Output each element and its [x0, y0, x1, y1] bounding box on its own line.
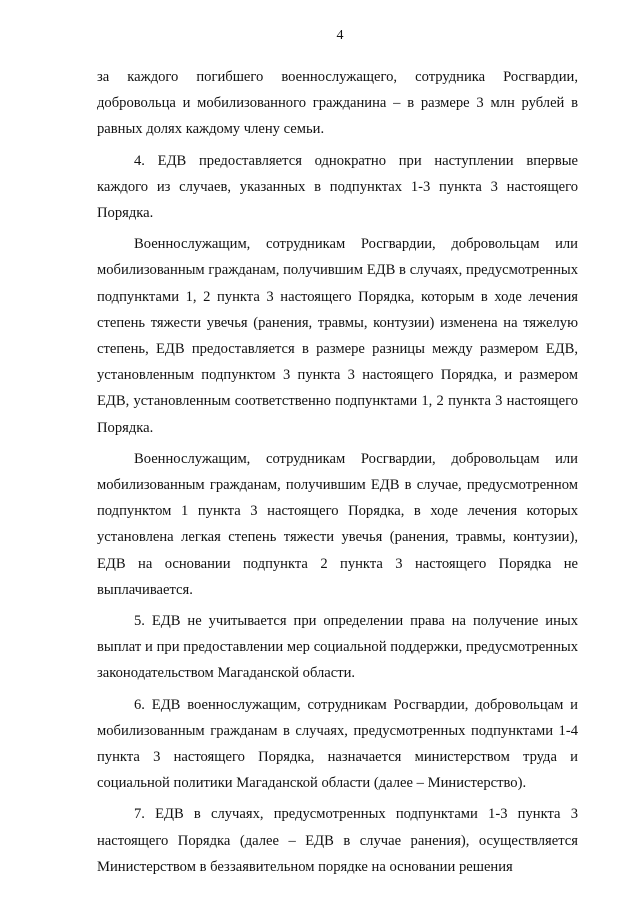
document-body	[97, 64, 578, 885]
paragraph-item-7: 7. ЕДВ в случаях, предусмотренных подпунктами 1-3 пункта 3 настоящего Порядка (далее – ЕДВ в случае ранения), осуществляется Министерством в беззаявительном порядке на основании решения	[97, 806, 578, 875]
paragraph-item-4-light-degree: Военнослужащим, сотрудникам Росгвардии, добровольцам или мобилизованным гражданам, получившим ЕДВ в случае, предусмотренном подпунктом 1 пункта 3 настоящего Порядка, в ходе лечения которых установлена легкая степень тяжести увечья (ранения, травмы, контузии), ЕДВ на основании подпункта 2 пункта 3 настоящего Порядка не выплачивается.	[97, 450, 578, 598]
paragraph-continuation: за каждого погибшего военнослужащего, сотрудника Росгвардии, добровольца и мобилизованного гражданина – в размере 3 млн рублей в равных долях каждому члену семьи.	[97, 69, 578, 138]
paragraph-item-4: 4. ЕДВ предоставляется однократно при наступлении впервые каждого из случаев, указанных в подпунктах 1-3 пункта 3 настоящего Порядка.	[97, 152, 578, 222]
paragraph-item-5: 5. ЕДВ не учитывается при определении права на получение иных выплат и при предоставлении мер социальной поддержки, предусмотренных законодательством Магаданской области.	[97, 613, 578, 682]
paragraph-item-4-severe-change: Военнослужащим, сотрудникам Росгвардии, добровольцам или мобилизованным гражданам, получившим ЕДВ в случаях, предусмотренных подпунктами 1, 2 пункта 3 настоящего Порядка, которым в ходе лечения степень тяжести увечья (ранения, травмы, контузии) изменена на тяжелую степень, ЕДВ предоставляется в размере разницы между размером ЕДВ, установленным подпунктом 3 пункта 3 настоящего Порядка, и размером ЕДВ, установленным соответственно подпунктами 1, 2 пункта 3 настоящего Порядка.	[97, 236, 578, 436]
paragraph-item-6: 6. ЕДВ военнослужащим, сотрудникам Росгвардии, добровольцам и мобилизованным гражданам в случаях, предусмотренных подпунктами 1-4 пункта 3 настоящего Порядка, назначается министерством труда и социальной политики Магаданской области (далее – Министерство).	[97, 696, 578, 792]
page-number: 4	[336, 28, 344, 43]
